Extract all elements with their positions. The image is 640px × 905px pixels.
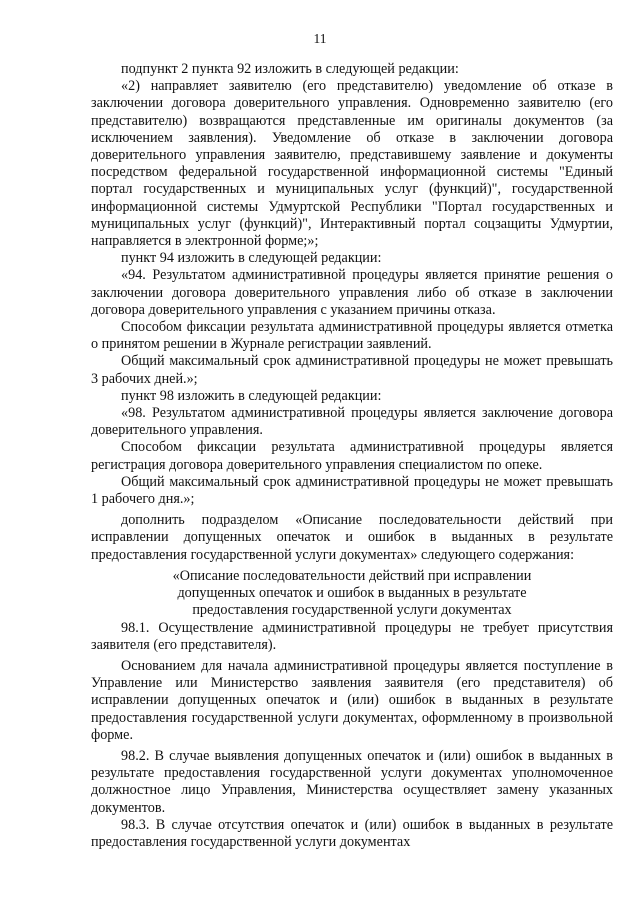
paragraph: Способом фиксации результата административной процедуры является регистрация договора доверительного управления специалистом по опеке. xyxy=(91,439,613,473)
paragraph: дополнить подразделом «Описание последовательности действий при исправлении допущенных опечаток и ошибок в выданных в результате предоставления государственной услуги документах» следующего содержания: xyxy=(91,512,613,563)
paragraph: 98.3. В случае отсутствия опечаток и (или) ошибок в выданных в результате предоставления государственной услуги документах xyxy=(91,816,613,850)
heading-line: «Описание последовательности действий при исправлении xyxy=(172,567,532,584)
paragraph: пункт 94 изложить в следующей редакции: xyxy=(121,250,382,267)
page-number: 11 xyxy=(313,31,327,46)
paragraph: «94. Результатом административной процедуры является принятие решения о заключении договора доверительного управления либо об отказе в заключении договора доверительного управления с указанием причины отказа. xyxy=(91,267,613,318)
paragraph: «2) направляет заявителю (его представителю) уведомление об отказе в заключении договора доверительного управления. Одновременно заявителю (его представителю) возвращаются представленные им оригиналы документов (за исключением заявления). Уведомление об отказе в заключении договора доверительного управления заявителю, представившему заявление и документы посредством федеральной государственной информационной системы "Единый портал государственных и муниципальных услуг (функций)", государственной информационной системы Удмуртской Республики "Портал государственных и муниципальных услуг (функций)", Интерактивный портал соцзащиты Удмуртии, направляется в электронной форме;»; xyxy=(91,78,613,250)
paragraph: Общий максимальный срок административной процедуры не может превышать 1 рабочего дня.»; xyxy=(91,473,613,508)
paragraph: подпункт 2 пункта 92 изложить в следующей редакции: xyxy=(121,61,459,77)
paragraph: пункт 98 изложить в следующей редакции: xyxy=(121,387,382,404)
paragraph: «98. Результатом административной процедуры является заключение договора доверительного управления. xyxy=(91,405,613,439)
heading-line: предоставления государственной услуги документах xyxy=(192,602,512,619)
paragraph: Основанием для начала административной процедуры является поступление в Управление или Министерство заявления заявителя (его представителя) об исправлении допущенных опечаток и (или) ошибок в выданных в результате предоставления государственной услуги документах, оформленному в произвольной форме. xyxy=(91,657,613,743)
paragraph: 98.2. В случае выявления допущенных опечаток и (или) ошибок в выданных в результате предоставления государственной услуги документах уполномоченное должностное лицо Управления, Министерства осуществляет замену указанных документов. xyxy=(91,747,613,816)
paragraph: 98.1. Осуществление административной процедуры не требует присутствия заявителя (его представителя). xyxy=(91,619,613,653)
paragraph: Способом фиксации результата административной процедуры является отметка о принятом решении в Журнале регистрации заявлений. xyxy=(91,319,613,353)
paragraph: Общий максимальный срок административной процедуры не может превышать 3 рабочих дней.»; xyxy=(91,353,613,387)
document-body xyxy=(91,61,613,851)
section-heading xyxy=(91,568,613,620)
heading-line: допущенных опечаток и ошибок в выданных в результате xyxy=(177,585,527,602)
